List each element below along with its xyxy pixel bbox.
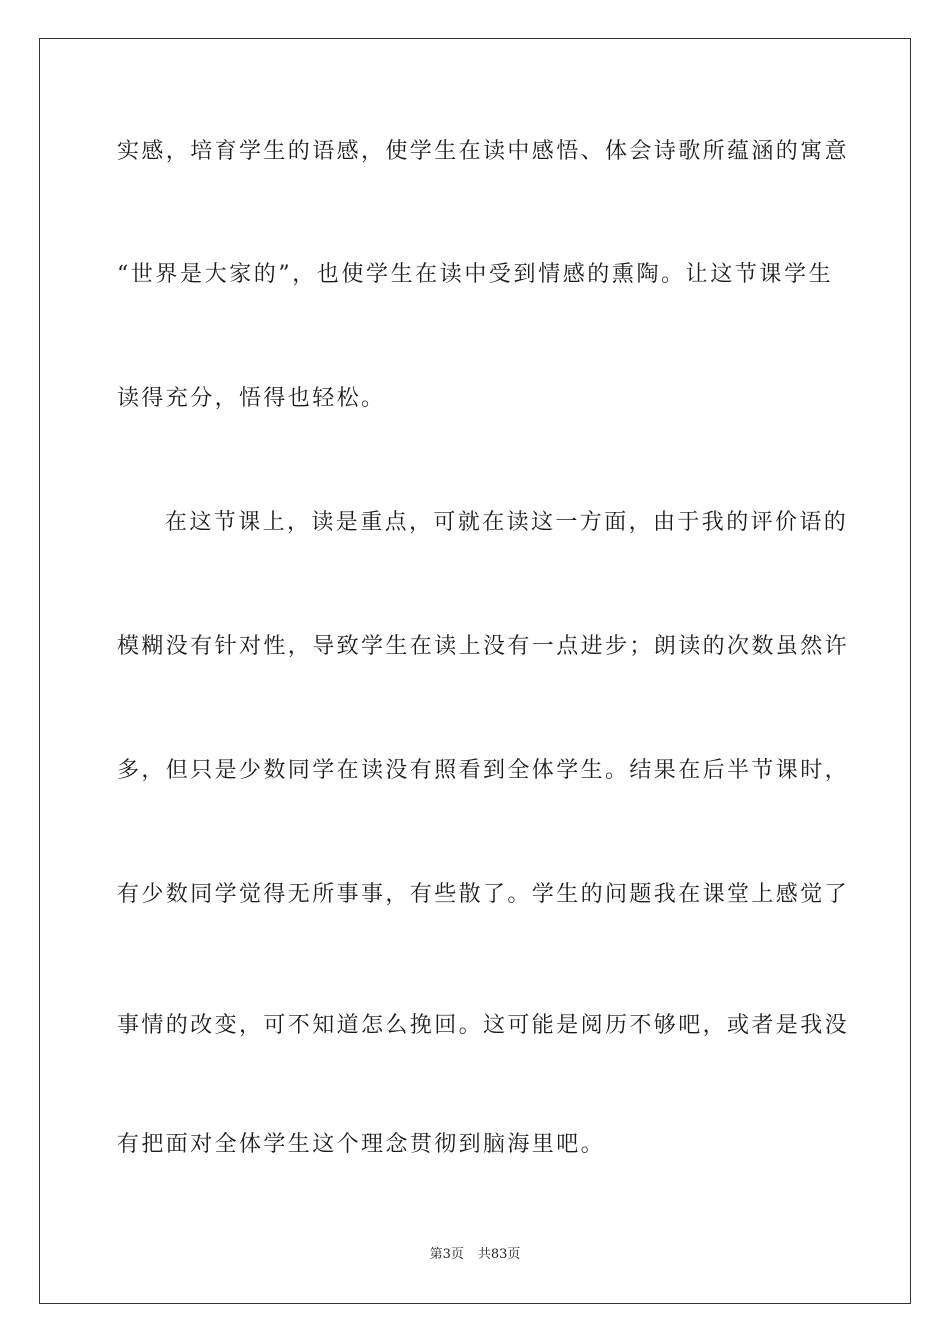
page-number: 第3页 — [429, 1247, 464, 1262]
text-line-7: 有少数同学觉得无所事事，有些散了。学生的问题我在课堂上感觉了 — [117, 882, 850, 907]
total-pages: 共83页 — [477, 1247, 521, 1262]
text-line-1: 实感，培育学生的语感，使学生在读中感悟、体会诗歌所蕴涵的寓意 — [117, 139, 850, 164]
text-line-8: 事情的改变，可不知道怎么挽回。这可能是阅历不够吧，或者是我没 — [117, 1013, 850, 1038]
text-line-3: 读得充分，悟得也轻松。 — [117, 386, 386, 411]
page-footer — [0, 1246, 950, 1264]
text-line-9: 有把面对全体学生这个理念贯彻到脑海里吧。 — [117, 1132, 606, 1157]
text-line-5: 模糊没有针对性，导致学生在读上没有一点进步；朗读的次数虽然许 — [117, 634, 850, 659]
text-line-6: 多，但只是少数同学在读没有照看到全体学生。结果在后半节课时， — [117, 758, 850, 783]
text-line-4: 在这节课上，读是重点，可就在读这一方面，由于我的评价语的 — [165, 510, 849, 535]
page-frame — [39, 38, 911, 1304]
text-line-2: “世界是大家的”，也使学生在读中受到情感的熏陶。让这节课学生 — [117, 262, 833, 287]
